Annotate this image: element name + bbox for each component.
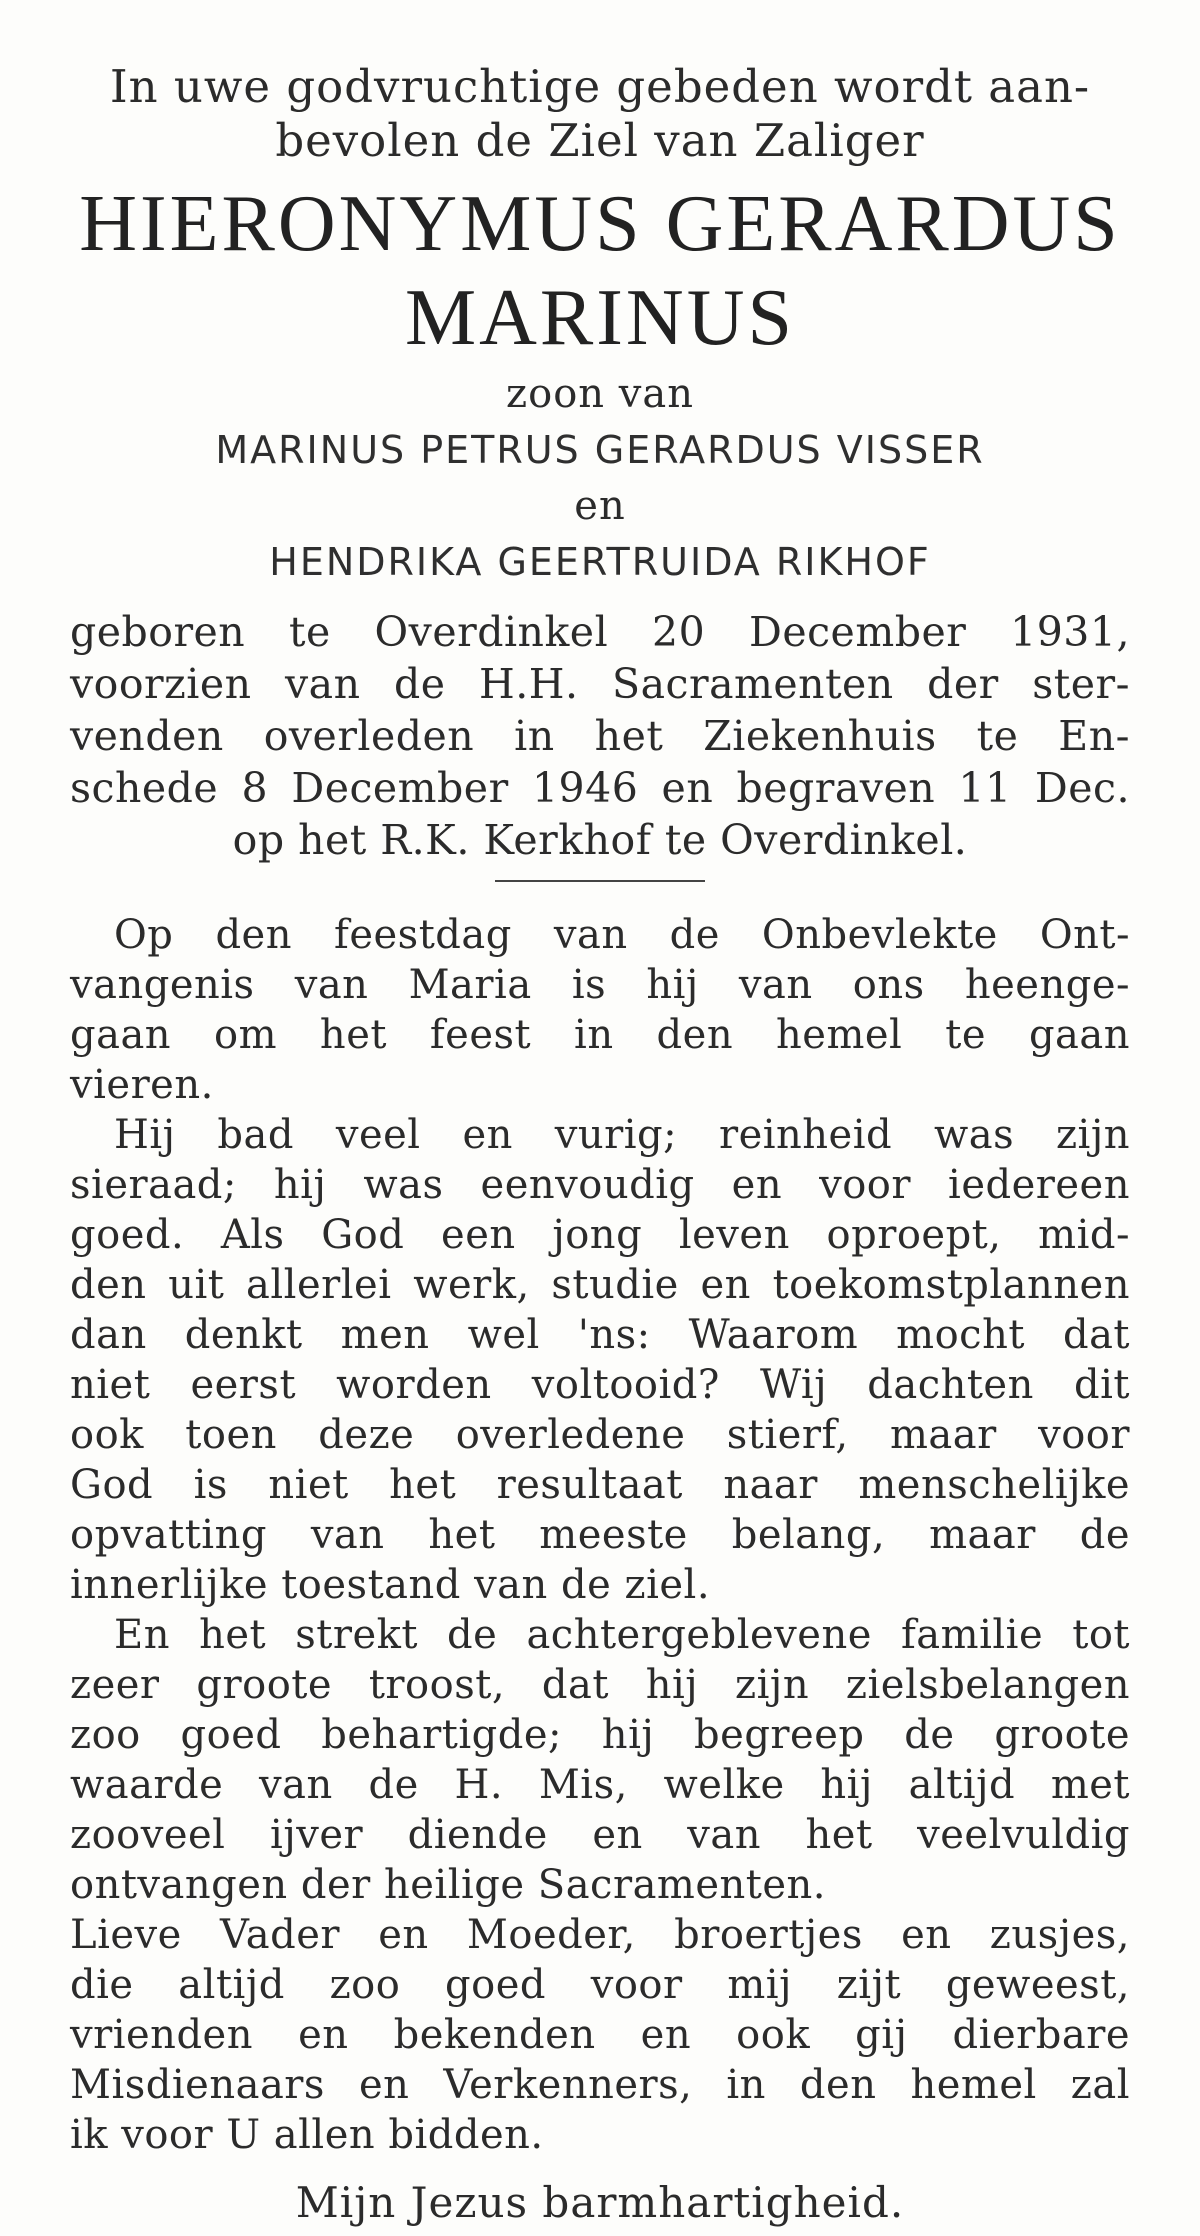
paragraph-line: den uit allerlei werk, studie en toekomstplannen xyxy=(70,1262,1130,1308)
dates-line: op het R.K. Kerkhof te Overdinkel. xyxy=(232,816,968,864)
dates-line: schede 8 December 1946 en begraven 11 Dec. xyxy=(70,764,1130,812)
paragraph-4 xyxy=(70,1910,1130,2160)
paragraph-line: waarde van de H. Mis, welke hij altijd met xyxy=(70,1762,1130,1808)
paragraph-line: innerlijke toestand van de ziel. xyxy=(70,1562,711,1608)
paragraph-1 xyxy=(70,910,1130,1110)
intro-line: bevolen de Ziel van Zaliger xyxy=(275,114,925,167)
son-of-label: zoon van xyxy=(506,371,694,417)
dates-line: voorzien van de H.H. Sacramenten der ster- xyxy=(70,660,1130,708)
paragraph-line: Lieve Vader en Moeder, broertjes en zusjes, xyxy=(70,1912,1130,1958)
paragraph-line: sieraad; hij was eenvoudig en voor iedereen xyxy=(70,1162,1130,1208)
father-name: MARINUS PETRUS GERARDUS VISSER xyxy=(215,428,985,472)
deceased-name-line-2: MARINUS xyxy=(405,274,795,362)
paragraph-line: Hij bad veel en vurig; reinheid was zijn xyxy=(114,1112,1130,1158)
paragraph-line: gaan om het feest in den hemel te gaan xyxy=(70,1012,1130,1058)
paragraph-line: vangenis van Maria is hij van ons heenge- xyxy=(70,962,1130,1008)
life-dates xyxy=(70,606,1130,866)
deceased-name-line-1: HIERONYMUS GERARDUS xyxy=(79,180,1121,268)
paragraph-line: zeer groote troost, dat hij zijn zielsbelangen xyxy=(70,1662,1130,1708)
mother-name: HENDRIKA GEERTRUIDA RIKHOF xyxy=(269,540,931,584)
paragraph-line: ook toen deze overledene stierf, maar voor xyxy=(70,1412,1130,1458)
paragraph-line: zooveel ijver diende en van het veelvuldig xyxy=(70,1812,1130,1858)
paragraph-line: goed. Als God een jong leven oproept, mid- xyxy=(70,1212,1130,1258)
and-label: en xyxy=(574,483,626,529)
paragraph-line: niet eerst worden voltooid? Wij dachten dit xyxy=(70,1362,1130,1408)
dates-line: geboren te Overdinkel 20 December 1931, xyxy=(70,608,1130,656)
paragraph-line: ik voor U allen bidden. xyxy=(70,2112,544,2158)
paragraph-line: Misdienaars en Verkenners, in den hemel zal xyxy=(70,2062,1130,2108)
paragraph-line: vrienden en bekenden en ook gij dierbare xyxy=(70,2012,1130,2058)
paragraph-line: zoo goed behartigde; hij begreep de groote xyxy=(70,1712,1130,1758)
paragraph-line: vieren. xyxy=(70,1062,214,1108)
paragraph-line: God is niet het resultaat naar menschelijke xyxy=(70,1462,1130,1508)
intro-text xyxy=(70,60,1130,168)
paragraph-line: En het strekt de achtergeblevene familie tot xyxy=(114,1612,1130,1658)
paragraph-line: ontvangen der heilige Sacramenten. xyxy=(70,1862,827,1908)
paragraph-2 xyxy=(70,1110,1130,1610)
closing-prayer: Mijn Jezus barmhartigheid. xyxy=(295,2178,905,2227)
paragraph-line: Op den feestdag van de Onbevlekte Ont- xyxy=(114,912,1130,958)
divider-rule xyxy=(495,880,705,882)
intro-line: In uwe godvruchtige gebeden wordt aan- xyxy=(109,60,1091,113)
paragraph-line: die altijd zoo goed voor mij zijt geweest, xyxy=(70,1962,1130,2008)
paragraph-line: opvatting van het meeste belang, maar de xyxy=(70,1512,1130,1558)
paragraph-3 xyxy=(70,1610,1130,1910)
dates-line: venden overleden in het Ziekenhuis te En- xyxy=(70,712,1130,760)
paragraph-line: dan denkt men wel 'ns: Waarom mocht dat xyxy=(70,1312,1130,1358)
